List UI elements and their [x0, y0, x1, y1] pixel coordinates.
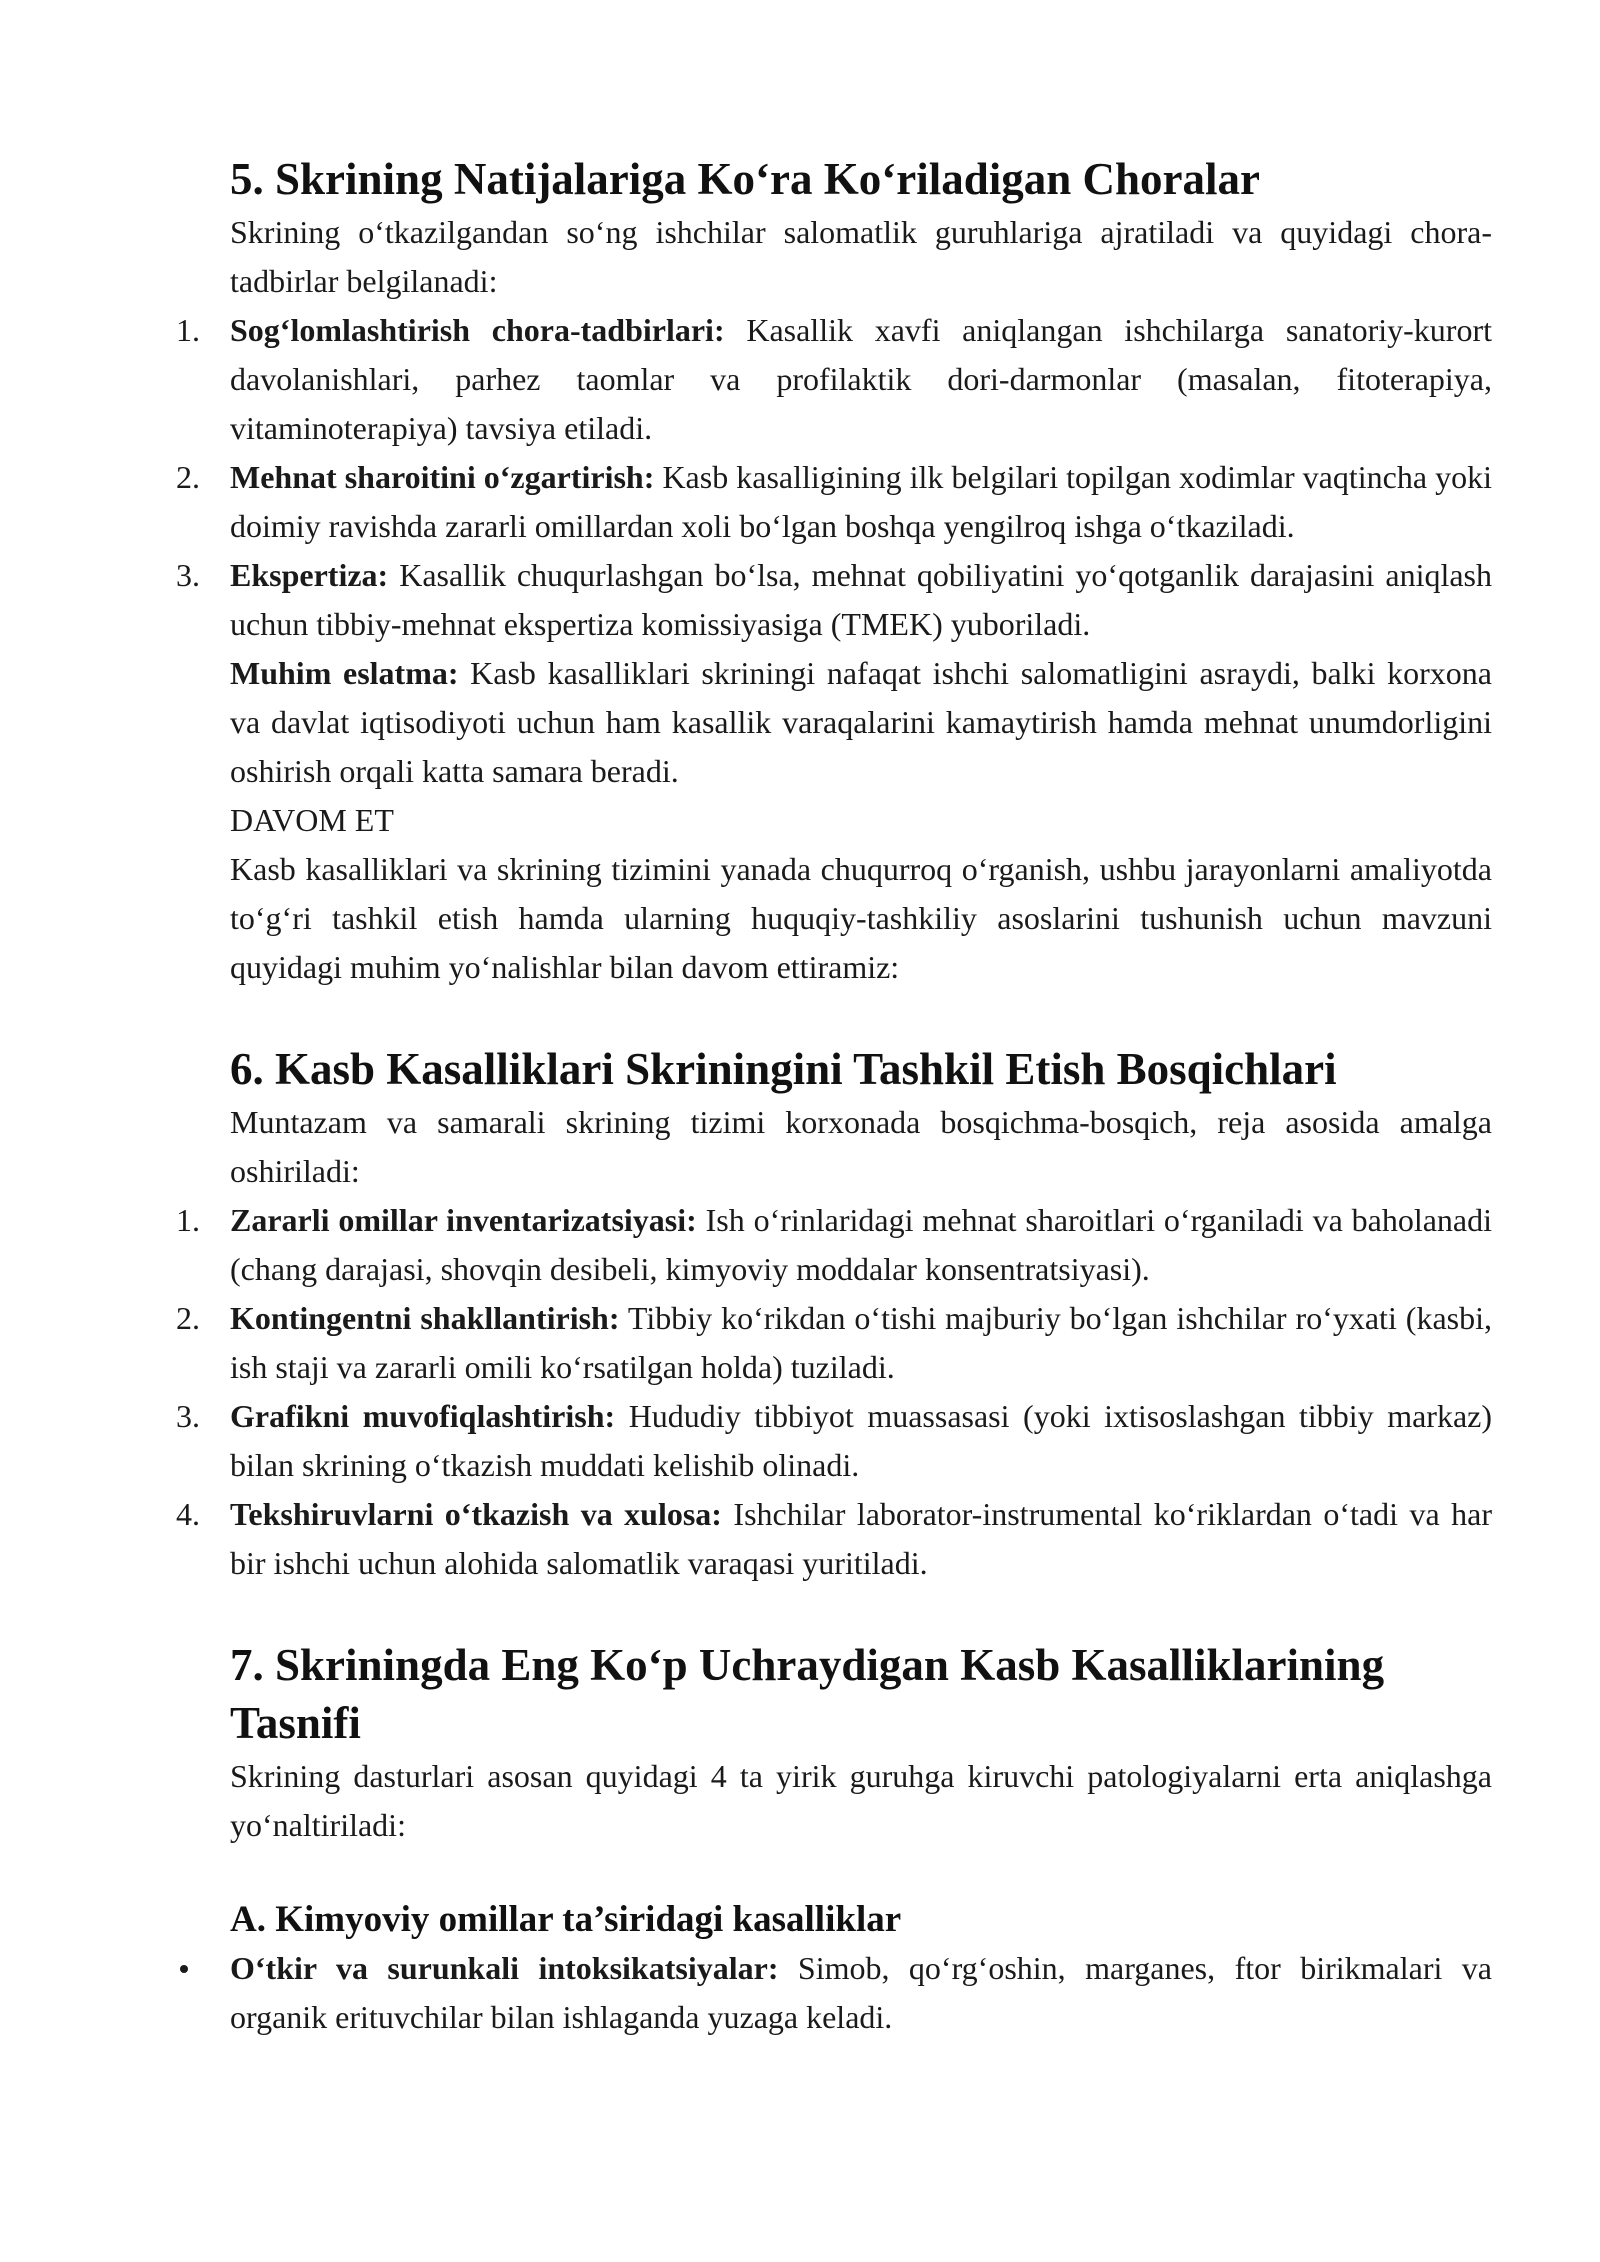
list-item-text: Tibbiy ko‘rikdan o‘tishi majburiy bo‘lgan ishchilar ro‘yxati (kasbi, ish staji va zararli omili ko‘rsatilgan holda) tuziladi. [230, 1300, 1493, 1385]
list-item-text: Kasallik chuqurlashgan bo‘lsa, mehnat qobiliyatini yo‘qotganlik darajasini aniqlash uchun tibbiy-mehnat ekspertiza komissiyasiga (TMEK) yuboriladi. [230, 557, 1492, 642]
section-5-list [176, 306, 1493, 649]
section-7-heading: 7. Skriningda Eng Ko‘p Uchraydigan Kasb Kasalliklarining Tasnifi [230, 1640, 1385, 1748]
section-7-intro: Skrining dasturlari asosan quyidagi 4 ta yirik guruhga kiruvchi patologiyalarni erta aniqlashga yo‘naltiriladi: [230, 1758, 1492, 1843]
continue-paragraph: Kasb kasalliklari va skrining tizimini yanada chuqurroq o‘rganish, ushbu jarayonlarni amaliyotda to‘g‘ri tashkil etish hamda ularning huquqiy-tashkiliy asoslarini tushunish uchun mavzuni quyidagi muhim yo‘nalishlar bilan davom ettiramiz: [230, 851, 1492, 985]
section-5-intro: Skrining o‘tkazilgandan so‘ng ishchilar salomatlik guruhlariga ajratiladi va quyidagi chora-tadbirlar belgilanadi: [230, 214, 1492, 299]
list-item-text: Kasb kasalligining ilk belgilari topilgan xodimlar vaqtincha yoki doimiy ravishda zararli omillardan xoli bo‘lgan boshqa yengilroq ishga o‘tkaziladi. [230, 459, 1493, 544]
subsection-a-list [230, 1944, 1492, 2042]
list-item-title: Tekshiruvlarni o‘tkazish va xulosa: [230, 1496, 722, 1532]
list-item [176, 1392, 1493, 1490]
bullet-dot-icon [180, 1965, 188, 1973]
list-item-text: Kasallik xavfi aniqlangan ishchilarga sanatoriy-kurort davolanishlari, parhez taomlar va profilaktik dori-darmonlar (masalan, fitoterapiya, vitaminoterapiya) tavsiya etiladi. [230, 312, 1493, 446]
bullet-item-title: O‘tkir va surunkali intoksikatsiyalar: [230, 1950, 779, 1986]
list-number: 2. [176, 1300, 200, 1336]
section-5-heading: 5. Skrining Natijalariga Ko‘ra Ko‘riladigan Choralar [230, 154, 1260, 204]
list-number: 3. [176, 1398, 200, 1434]
list-item [176, 1490, 1492, 1588]
list-item-title: Grafikni muvofiqlashtirish: [230, 1398, 616, 1434]
important-note [230, 649, 1492, 796]
section-6-heading: 6. Kasb Kasalliklari Skriningini Tashkil Etish Bosqichlari [230, 1044, 1337, 1094]
list-item [176, 1196, 1493, 1294]
bullet-item-text: Simob, qo‘rg‘oshin, marganes, ftor birikmalari va organik erituvchilar bilan ishlaganda yuzaga keladi. [230, 1950, 1493, 2035]
bullet-item [230, 1944, 1492, 2042]
list-item [176, 453, 1493, 551]
section-6-list [176, 1196, 1493, 1588]
list-item-text: Hududiy tibbiyot muassasasi (yoki ixtisoslashgan tibbiy markaz) bilan skrining o‘tkazish muddati kelishib olinadi. [230, 1398, 1493, 1483]
important-note-label: Muhim eslatma: [230, 655, 459, 691]
list-item-text: Ishchilar laborator-instrumental ko‘riklardan o‘tadi va har bir ishchi uchun alohida salomatlik varaqasi yuritiladi. [230, 1496, 1492, 1581]
spacer [230, 1850, 1492, 1896]
list-item-title: Zararli omillar inventarizatsiyasi: [230, 1202, 697, 1238]
list-item-title: Mehnat sharoitini o‘zgartirish: [230, 459, 655, 495]
list-number: 1. [176, 1202, 200, 1238]
list-item [176, 551, 1492, 649]
list-item-title: Ekspertiza: [230, 557, 389, 593]
list-item [176, 306, 1493, 453]
spacer [230, 992, 1492, 1040]
list-item-title: Kontingentni shakllantirish: [230, 1300, 620, 1336]
important-note-text: Kasb kasalliklari skriningi nafaqat ishchi salomatligini asraydi, balki korxona va davlat iqtisodiyoti uchun ham kasallik varaqalarini kamaytirish hamda mehnat unumdorligini oshirish orqali katta samara beradi. [230, 655, 1493, 789]
section-6-intro: Muntazam va samarali skrining tizimi korxonada bosqichma-bosqich, reja asosida amalga oshiriladi: [230, 1104, 1492, 1189]
spacer [230, 1588, 1492, 1636]
continue-label: DAVOM ET [230, 802, 394, 838]
list-item-text: Ish o‘rinlaridagi mehnat sharoitlari o‘rganiladi va baholanadi (chang darajasi, shovqin desibeli, kimyoviy moddalar konsentratsiyasi). [230, 1202, 1493, 1287]
document-content [176, 150, 1493, 2042]
list-number: 1. [176, 312, 200, 348]
subsection-a-heading: A. Kimyoviy omillar ta’siridagi kasalliklar [230, 1899, 902, 1940]
list-number: 2. [176, 459, 200, 495]
list-number: 3. [176, 557, 200, 593]
list-item [176, 1294, 1493, 1392]
list-number: 4. [176, 1496, 200, 1532]
list-item-title: Sog‘lomlashtirish chora-tadbirlari: [230, 312, 725, 348]
